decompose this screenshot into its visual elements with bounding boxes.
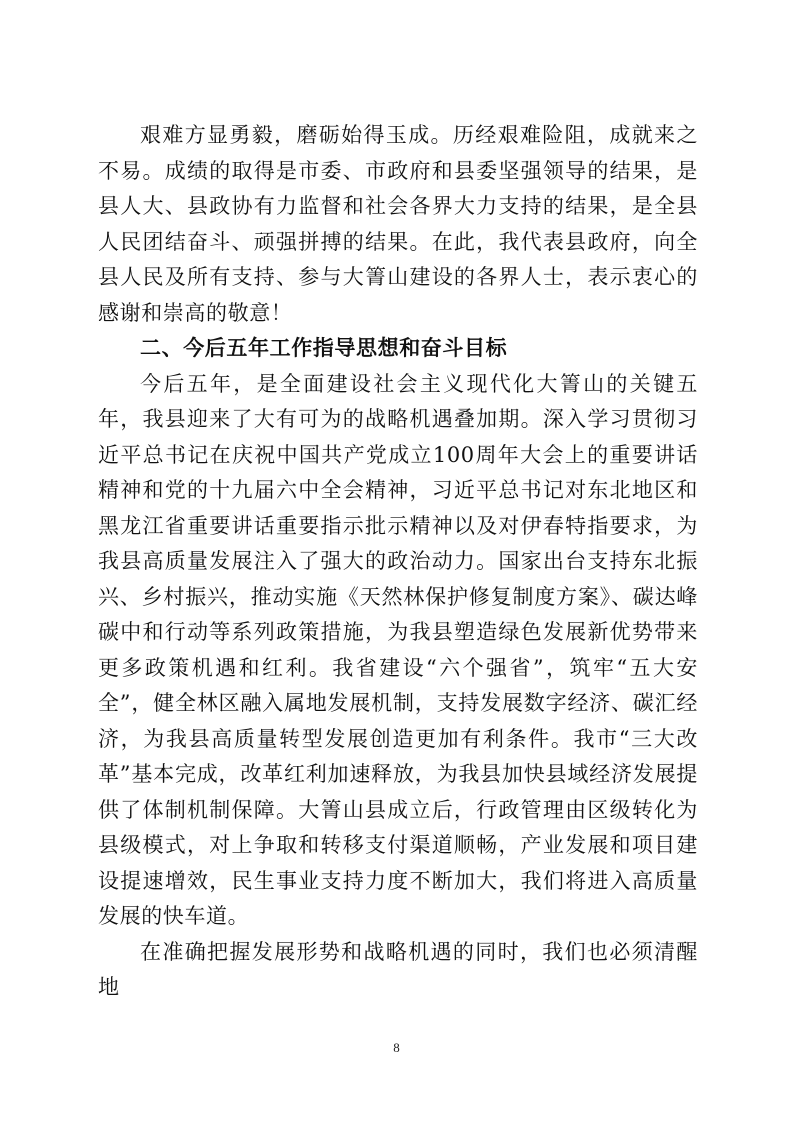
- paragraph-continuation: 在准确把握发展形势和战略机遇的同时，我们也必须清醒地: [98, 939, 698, 999]
- paragraph-opportunities: 今后五年，是全面建设社会主义现代化大箐山的关键五年，我县迎来了大有可为的战略机遇叠加期。深入学习贯彻习近平总书记在庆祝中国共产党成立100周年大会上的重要讲话精神和党的十九届六中全会精神，习近平总书记对东北地区和黑龙江省重要讲话重要指示批示精神以及对伊春特指要求，为我县高质量发展注入了强大的政治动力。国家出台支持东北振兴、乡村振兴，推动实施《天然林保护修复制度方案》、碳达峰碳中和行动等系列政策措施，为我县塑造绿色发展新优势带来更多政策机遇和红利。我省建设“六个强省”，筑牢“五大安全”，健全林区融入属地发展机制，支持发展数字经济、碳汇经济，为我县高质量转型发展创造更加有利条件。我市“三大改革”基本完成，改革红利加速释放，为我县加快县域经济发展提供了体制机制保障。大箐山县成立后，行政管理由区级转化为县级模式，对上争取和转移支付渠道顺畅，产业发展和项目建设提速增效，民生事业支持力度不断加大，我们将进入高质量发展的快车道。: [98, 371, 698, 928]
- section-heading: 二、今后五年工作指导思想和奋斗目标: [140, 336, 508, 360]
- paragraph-gratitude: 艰难方显勇毅，磨砺始得玉成。历经艰难险阻，成就来之不易。成绩的取得是市委、市政府和县委坚强领导的结果，是县人大、县政协有力监督和社会各界大力支持的结果，是全县人民团结奋斗、顽强拼搏的结果。在此，我代表县政府，向全县人民及所有支持、参与大箐山建设的各界人士，表示衷心的感谢和崇高的敬意！: [98, 123, 698, 325]
- page-number: 8: [393, 1040, 400, 1055]
- document-body: [98, 118, 698, 1006]
